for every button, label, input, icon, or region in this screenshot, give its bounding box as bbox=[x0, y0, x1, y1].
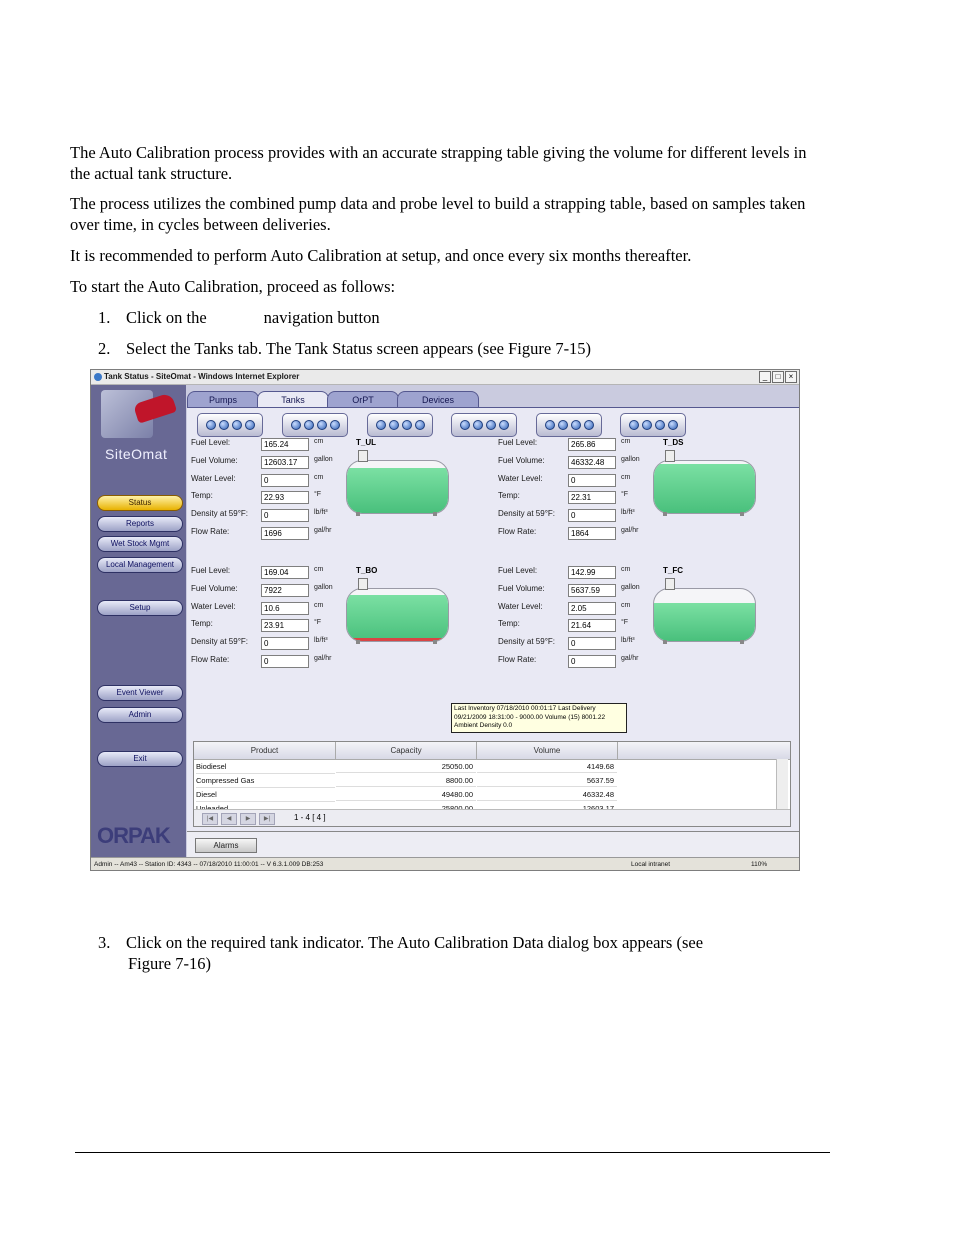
table-cell: 46332.48 bbox=[477, 788, 617, 801]
field-unit: lb/ft³ bbox=[621, 509, 635, 516]
field-unit: gallon bbox=[314, 584, 333, 591]
next-page-icon[interactable]: ▶ bbox=[240, 813, 256, 825]
sidebar bbox=[91, 385, 186, 857]
step-number: 3. bbox=[98, 933, 111, 952]
nav-local-management-button[interactable]: Local Management bbox=[97, 557, 183, 573]
nav-reports-button[interactable]: Reports bbox=[97, 516, 183, 532]
field-value[interactable]: 46332.48 bbox=[568, 456, 616, 469]
field-label: Density at 59°F: bbox=[498, 509, 555, 518]
zoom-level[interactable]: 110% bbox=[751, 861, 768, 868]
nav-status-button[interactable]: Status bbox=[97, 495, 183, 511]
tab-pumps[interactable]: Pumps bbox=[187, 391, 259, 408]
field-value[interactable]: 0 bbox=[568, 637, 616, 650]
tab-bar bbox=[187, 391, 799, 407]
start-paragraph: To start the Auto Calibration, proceed as follows: bbox=[70, 277, 396, 296]
step-number: 1. bbox=[98, 308, 111, 327]
field-label: Density at 59°F: bbox=[498, 637, 555, 646]
first-page-icon[interactable]: |◀ bbox=[202, 813, 218, 825]
field-unit: cm bbox=[621, 438, 631, 445]
footer-rule bbox=[75, 1152, 830, 1153]
tank-riser-icon bbox=[358, 578, 368, 590]
tanks-content bbox=[187, 407, 799, 832]
field-value[interactable]: 7922 bbox=[261, 584, 309, 597]
browser-icon bbox=[94, 373, 102, 381]
field-value[interactable]: 5637.59 bbox=[568, 584, 616, 597]
column-header-empty bbox=[618, 742, 790, 760]
field-unit: cm bbox=[314, 602, 324, 609]
field-value[interactable]: 0 bbox=[568, 474, 616, 487]
field-label: Flow Rate: bbox=[498, 655, 537, 664]
field-label: Fuel Level: bbox=[191, 438, 231, 447]
siteomat-logo bbox=[95, 388, 181, 466]
field-label: Flow Rate: bbox=[191, 655, 230, 664]
field-unit: gallon bbox=[621, 456, 640, 463]
field-value[interactable]: 0 bbox=[261, 474, 309, 487]
tank-riser-icon bbox=[665, 450, 675, 462]
table-pager bbox=[194, 809, 790, 826]
column-header-capacity[interactable]: Capacity bbox=[336, 742, 477, 760]
tank-name: T_DS bbox=[663, 438, 684, 447]
field-unit: cm bbox=[621, 602, 631, 609]
field-label: Fuel Volume: bbox=[498, 456, 545, 465]
nav-wet-stock-button[interactable]: Wet Stock Mgmt bbox=[97, 536, 183, 552]
tank-leg bbox=[740, 512, 744, 516]
tab-tanks[interactable]: Tanks bbox=[257, 391, 329, 409]
field-label: Temp: bbox=[191, 491, 213, 500]
field-unit: cm bbox=[621, 474, 631, 481]
tank-fuel-fill bbox=[654, 603, 755, 641]
field-value[interactable]: 0 bbox=[261, 637, 309, 650]
field-value[interactable]: 165.24 bbox=[261, 438, 309, 451]
zone-text: Local intranet bbox=[631, 861, 671, 868]
logo-text: SiteOmat bbox=[105, 446, 168, 462]
field-label: Fuel Volume: bbox=[191, 584, 238, 593]
table-scrollbar[interactable] bbox=[776, 759, 788, 809]
tank-indicator-button[interactable] bbox=[620, 413, 686, 437]
nav-admin-button[interactable]: Admin bbox=[97, 707, 183, 723]
field-unit: gallon bbox=[621, 584, 640, 591]
recommendation-paragraph: It is recommended to perform Auto Calibration at setup, and once every six months thereafter. bbox=[70, 246, 692, 265]
step-1 bbox=[98, 307, 380, 328]
window-title: Tank Status - SiteOmat - Windows Internet Explorer bbox=[104, 372, 300, 381]
tank-leg bbox=[356, 640, 360, 644]
tank-graphic[interactable] bbox=[653, 456, 754, 516]
tank-status-screenshot bbox=[90, 369, 800, 871]
status-text: Admin -- Am43 -- Station ID: 4343 -- 07/18/2010 11:00:01 -- V 6.3.1.009 DB:253 bbox=[94, 861, 324, 868]
field-value[interactable]: 21.64 bbox=[568, 619, 616, 632]
step-2 bbox=[98, 338, 591, 359]
tooltip-line: 09/21/2009 18:31:00 - 9000.00 Volume (15) 8001.22 bbox=[454, 713, 606, 721]
table-cell: Compressed Gas bbox=[196, 774, 335, 788]
last-page-icon[interactable]: ▶| bbox=[259, 813, 275, 825]
field-value[interactable]: 1696 bbox=[261, 527, 309, 540]
field-value[interactable]: 265.86 bbox=[568, 438, 616, 451]
inventory-tooltip bbox=[451, 703, 627, 733]
field-unit: cm bbox=[314, 438, 324, 445]
step-number: 2. bbox=[98, 339, 111, 358]
field-unit: lb/ft³ bbox=[314, 509, 328, 516]
column-header-volume[interactable]: Volume bbox=[477, 742, 618, 760]
field-label: Flow Rate: bbox=[498, 527, 537, 536]
step-text: Select the Tanks tab. The Tank Status screen appears (see Figure 7-15) bbox=[126, 339, 592, 358]
field-unit: lb/ft³ bbox=[621, 637, 635, 644]
tank-riser-icon bbox=[665, 578, 675, 590]
step-text: navigation button bbox=[263, 308, 380, 327]
field-unit: gal/hr bbox=[314, 655, 332, 662]
tab-orpt[interactable]: OrPT bbox=[327, 391, 399, 408]
field-value[interactable]: 2.05 bbox=[568, 602, 616, 615]
field-unit: lb/ft³ bbox=[314, 637, 328, 644]
field-value[interactable]: 1864 bbox=[568, 527, 616, 540]
tank-indicator-button[interactable] bbox=[282, 413, 348, 437]
field-value[interactable]: 169.04 bbox=[261, 566, 309, 579]
product-table bbox=[193, 741, 791, 827]
field-label: Fuel Volume: bbox=[191, 456, 238, 465]
field-value[interactable]: 10.6 bbox=[261, 602, 309, 615]
tank-name: T_FC bbox=[663, 566, 683, 575]
tank-shell bbox=[346, 460, 449, 514]
field-label: Water Level: bbox=[191, 474, 236, 483]
field-value[interactable]: 142.99 bbox=[568, 566, 616, 579]
nav-exit-button[interactable]: Exit bbox=[97, 751, 183, 767]
field-value[interactable]: 0 bbox=[261, 655, 309, 668]
field-label: Water Level: bbox=[498, 474, 543, 483]
tank-shell bbox=[653, 588, 756, 642]
field-unit: gallon bbox=[314, 456, 333, 463]
field-label: Water Level: bbox=[191, 602, 236, 611]
field-label: Water Level: bbox=[498, 602, 543, 611]
tab-devices[interactable]: Devices bbox=[397, 391, 479, 408]
tank-fuel-fill bbox=[347, 595, 448, 641]
nav-event-viewer-button[interactable]: Event Viewer bbox=[97, 685, 183, 701]
bottom-bar bbox=[187, 831, 799, 858]
tank-graphic[interactable] bbox=[346, 584, 447, 644]
field-unit: °F bbox=[621, 491, 629, 498]
siteomat-app bbox=[91, 385, 799, 857]
table-cell: 5637.59 bbox=[477, 774, 617, 787]
table-cell: 25050.00 bbox=[336, 760, 476, 773]
nav-setup-button[interactable]: Setup bbox=[97, 600, 183, 616]
browser-statusbar bbox=[91, 857, 799, 871]
tank-shell bbox=[346, 588, 449, 642]
field-label: Density at 59°F: bbox=[191, 509, 248, 518]
pager-text: 1 - 4 [ 4 ] bbox=[294, 813, 326, 822]
tank-fuel-fill bbox=[347, 468, 448, 513]
field-unit: gal/hr bbox=[314, 527, 332, 534]
process-paragraph: The process utilizes the combined pump data and probe level to build a strapping table, based on samples taken over time, in cycles between deliveries. bbox=[70, 194, 806, 234]
tank-leg bbox=[740, 640, 744, 644]
field-label: Temp: bbox=[191, 619, 213, 628]
field-label: Fuel Volume: bbox=[498, 584, 545, 593]
tooltip-line: Ambient Density 0.0 bbox=[454, 722, 513, 729]
field-value[interactable]: 0 bbox=[568, 655, 616, 668]
table-cell: 4149.68 bbox=[477, 760, 617, 773]
tooltip-line: Last Inventory 07/18/2010 00:01:17 Last Delivery bbox=[454, 705, 596, 712]
tank-indicator-button[interactable] bbox=[367, 413, 433, 437]
minimize-button[interactable]: _ bbox=[759, 371, 771, 383]
field-unit: °F bbox=[314, 491, 322, 498]
table-cell: Diesel bbox=[196, 788, 335, 802]
field-value[interactable]: 22.31 bbox=[568, 491, 616, 504]
tank-name: T_UL bbox=[356, 438, 376, 447]
tank-leg bbox=[433, 640, 437, 644]
field-unit: °F bbox=[314, 619, 322, 626]
main-panel bbox=[187, 385, 799, 857]
tank-leg bbox=[663, 640, 667, 644]
field-label: Density at 59°F: bbox=[191, 637, 248, 646]
field-unit: gal/hr bbox=[621, 527, 639, 534]
step-text: Figure 7-16) bbox=[128, 954, 211, 973]
tank-leg bbox=[663, 512, 667, 516]
field-label: Temp: bbox=[498, 619, 520, 628]
tank-riser-icon bbox=[358, 450, 368, 462]
field-unit: cm bbox=[314, 566, 324, 573]
prev-page-icon[interactable]: ◀ bbox=[221, 813, 237, 825]
tank-leg bbox=[356, 512, 360, 516]
tank-indicator-button[interactable] bbox=[536, 413, 602, 437]
field-label: Fuel Level: bbox=[191, 566, 231, 575]
tank-shell bbox=[653, 460, 756, 514]
tank-indicator-button[interactable] bbox=[451, 413, 517, 437]
field-label: Flow Rate: bbox=[191, 527, 230, 536]
field-value[interactable]: 0 bbox=[261, 509, 309, 522]
field-unit: cm bbox=[621, 566, 631, 573]
tank-leg bbox=[433, 512, 437, 516]
close-button[interactable]: × bbox=[785, 371, 797, 383]
field-label: Temp: bbox=[498, 491, 520, 500]
field-unit: gal/hr bbox=[621, 655, 639, 662]
step-text: Click on the required tank indicator. The Auto Calibration Data dialog box appears (see bbox=[126, 933, 704, 952]
field-value[interactable]: 0 bbox=[568, 509, 616, 522]
table-cell: 49480.00 bbox=[336, 788, 476, 801]
field-unit: °F bbox=[621, 619, 629, 626]
field-label: Fuel Level: bbox=[498, 566, 538, 575]
field-value[interactable]: 23.91 bbox=[261, 619, 309, 632]
tank-graphic[interactable] bbox=[653, 584, 754, 644]
window-titlebar bbox=[91, 370, 799, 385]
step-3 bbox=[98, 932, 703, 974]
tank-name: T_BO bbox=[356, 566, 378, 575]
field-value[interactable]: 22.93 bbox=[261, 491, 309, 504]
orpak-logo: ORPAK bbox=[97, 823, 170, 848]
field-value[interactable]: 12603.17 bbox=[261, 456, 309, 469]
step-text: Click on the bbox=[126, 308, 207, 327]
table-cell: Biodiesel bbox=[196, 760, 335, 774]
field-label: Fuel Level: bbox=[498, 438, 538, 447]
maximize-button[interactable]: □ bbox=[772, 371, 784, 383]
intro-paragraph: The Auto Calibration process provides with an accurate strapping table giving the volume for different levels in the actual tank structure. bbox=[70, 143, 807, 183]
column-header-product[interactable]: Product bbox=[194, 742, 336, 760]
alarms-button[interactable]: Alarms bbox=[195, 838, 257, 853]
field-unit: cm bbox=[314, 474, 324, 481]
tank-indicator-button[interactable] bbox=[197, 413, 263, 437]
tank-graphic[interactable] bbox=[346, 456, 447, 516]
table-cell: 8800.00 bbox=[336, 774, 476, 787]
tank-fuel-fill bbox=[654, 464, 755, 513]
